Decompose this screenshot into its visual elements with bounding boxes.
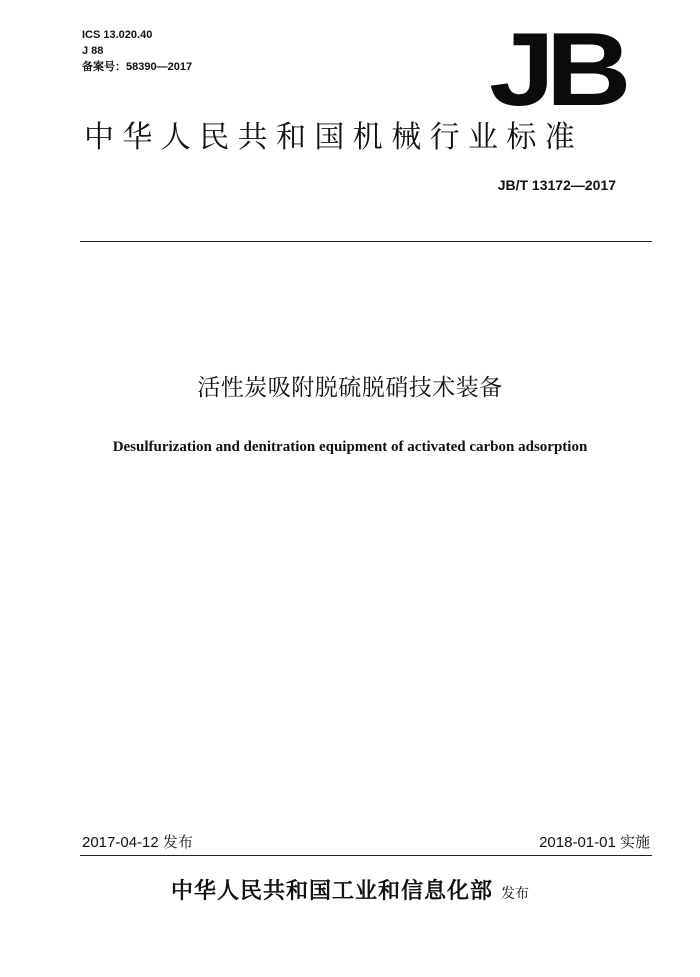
issuer-name: 中华人民共和国工业和信息化部 xyxy=(170,879,493,904)
effective-date: 2018-01-01 实施 xyxy=(539,834,650,851)
footer-divider xyxy=(80,855,652,856)
standard-number-text: JB/T 13172—2017 xyxy=(497,177,616,193)
issuer xyxy=(0,874,700,905)
document-title-english: Desulfurization and denitration equipment of activated carbon adsorption xyxy=(112,439,588,455)
standard-category-title: 中华人民共和国机械行业标准 xyxy=(84,120,584,155)
document-title-chinese: 活性炭吸附脱硫脱硝技术装备 xyxy=(197,375,503,401)
j-code: J 88 xyxy=(82,45,104,57)
ics-code: ICS 13.020.40 xyxy=(82,29,153,41)
header-divider xyxy=(80,241,652,242)
issuer-suffix: 发布 xyxy=(501,886,529,902)
publish-date: 2017-04-12 发布 xyxy=(82,834,193,851)
jb-logo: JB xyxy=(489,12,623,128)
filing-number: 备案号：58390—2017 xyxy=(82,61,193,73)
standard-number xyxy=(498,177,616,193)
header-metadata xyxy=(82,27,192,75)
